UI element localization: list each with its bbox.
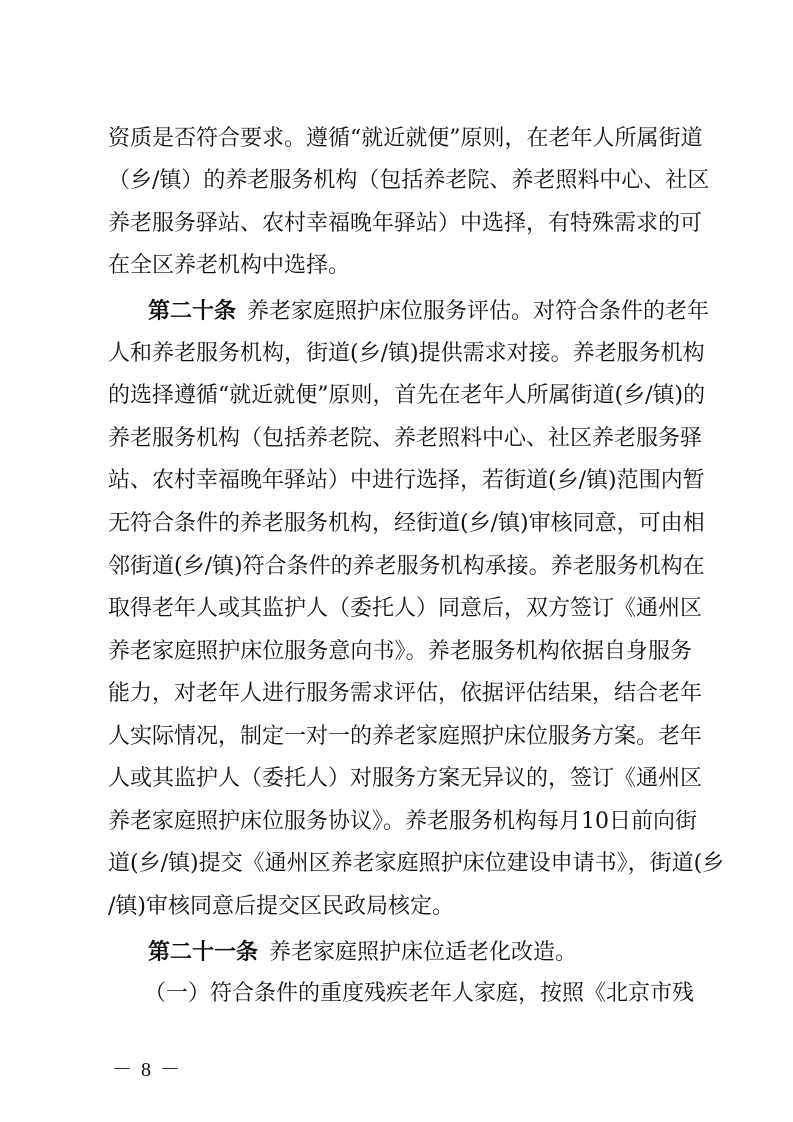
article-20-line: 取得老年人或其监护人（委托人）同意后，双方签订《通州区 — [108, 596, 703, 621]
article-20-line: 邻街道(乡/镇)符合条件的养老服务机构承接。养老服务机构在 — [108, 554, 705, 579]
page-number: － 8 － — [112, 1059, 182, 1081]
article-20-title: 养老家庭照护床位服务评估。对符合条件的老年 — [247, 299, 710, 324]
article-20-line: 人或其监护人（委托人）对服务方案无异议的，签订《通州区 — [108, 766, 703, 791]
article-20-line: 养老服务机构（包括养老院、养老照料中心、社区养老服务驿 — [108, 426, 703, 451]
article-20-heading: 第二十条 — [148, 298, 237, 324]
article-21-first-line — [148, 931, 692, 973]
article-20-first-line — [148, 290, 710, 332]
paragraph-line: 养老服务驿站、农村幸福晚年驿站）中选择，有特殊需求的可 — [108, 211, 703, 236]
article-21-heading: 第二十一条 — [148, 939, 259, 965]
article-20-line: 的选择遵循“就近就便”原则，首先在老年人所属街道(乡/镇)的 — [108, 383, 706, 408]
article-20-line: /镇)审核同意后提交区民政局核定。 — [108, 894, 454, 919]
article-20-line: 能力，对老年人进行服务需求评估，依据评估结果，结合老年 — [108, 681, 703, 706]
article-21-title: 养老家庭照护床位适老化改造。 — [269, 940, 578, 965]
article-20-line: 养老家庭照护床位服务意向书》。养老服务机构依据自身服务 — [108, 639, 692, 664]
article-20-line: 无符合条件的养老服务机构，经街道(乡/镇)审核同意，可由相 — [108, 511, 705, 536]
article-20-line: 养老家庭照护床位服务协议》。养老服务机构每月10日前向街 — [108, 809, 697, 834]
article-20-line: 人和养老服务机构，街道(乡/镇)提供需求对接。养老服务机构 — [108, 341, 705, 366]
paragraph-line: 在全区养老机构中选择。 — [108, 253, 351, 278]
article-20-line: 道(乡/镇)提交《通州区养老家庭照护床位建设申请书》，街道(乡 — [108, 851, 725, 876]
paragraph-line: （乡/镇）的养老服务机构（包括养老院、养老照料中心、社区 — [108, 168, 710, 193]
article-20-line: 人实际情况，制定一对一的养老家庭照护床位服务方案。老年 — [108, 724, 703, 749]
article-21-item-1: （一）符合条件的重度残疾老年人家庭，按照《北京市残 — [144, 981, 695, 1006]
article-20-line: 站、农村幸福晚年驿站）中进行选择，若街道(乡/镇)范围内暂 — [108, 468, 705, 493]
paragraph-line: 资质是否符合要求。遵循“就近就便”原则，在老年人所属街道 — [108, 126, 703, 151]
